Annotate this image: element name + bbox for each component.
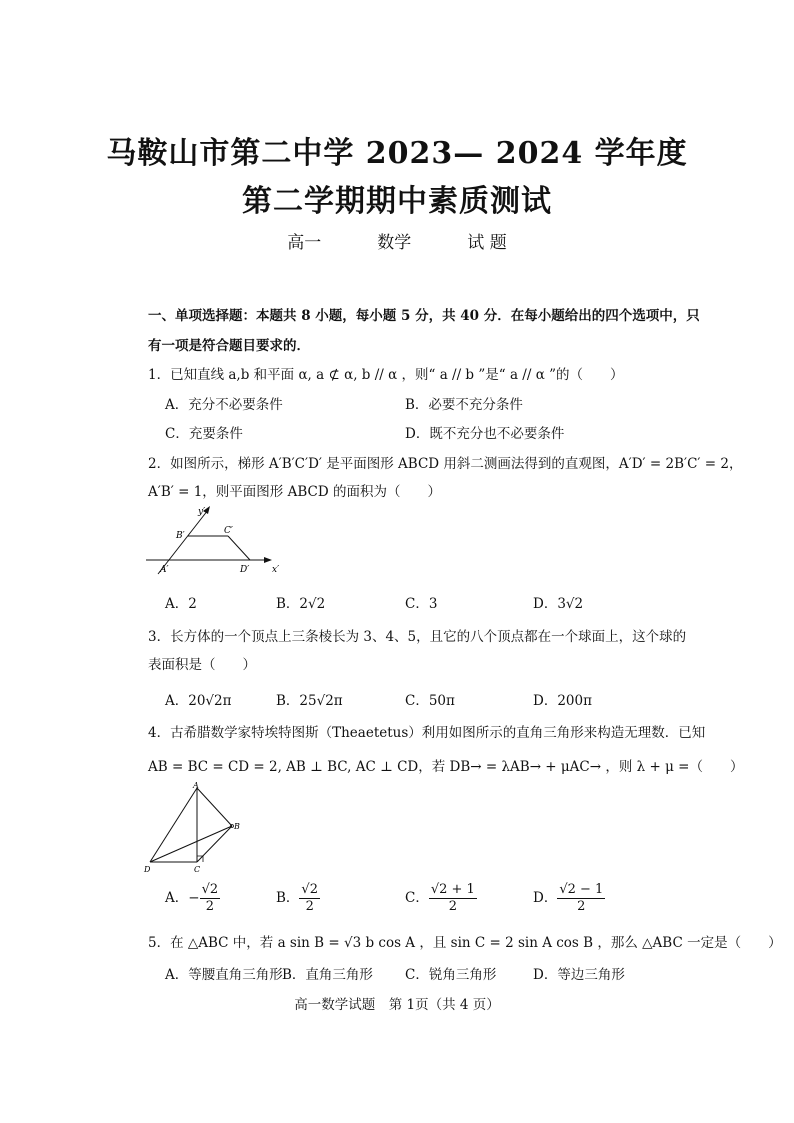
q4-option-a-prefix: A．−: [165, 890, 200, 906]
q3-stem-line2: 表面积是（ ）: [148, 657, 256, 673]
q2-option-a: A．2: [165, 596, 197, 612]
q5-option-c: C．锐角三角形: [405, 967, 497, 983]
q2-option-d: D．3√2: [533, 596, 584, 612]
q5-option-d: D．等边三角形: [533, 967, 625, 983]
q4-option-d-prefix: D．: [533, 890, 558, 906]
q4-stem-line2: AB = BC = CD = 2, AB ⊥ BC, AC ⊥ CD，若 DB→ = λAB→ + μAC→ ，则 λ + μ =（ ）: [148, 759, 744, 775]
q4-option-a-denominator: 2: [205, 899, 214, 914]
q2-trapezoid-figure: [140, 500, 280, 580]
q5-stem: 5．在 △ABC 中，若 a sin B = √3 b cos A ，且 sin C = 2 sin A cos B ，那么 △ABC 一定是（ ）: [148, 935, 782, 951]
q4-stem-line1: 4．古希腊数学家特埃特图斯（Theaetetus）利用如图所示的直角三角形来构造无理数．已知: [148, 725, 706, 741]
q1-option-c: C．充要条件: [165, 426, 243, 442]
segment-bc: [197, 826, 232, 862]
label-x: x′: [272, 565, 280, 575]
page-footer: 高一数学试题 第 1页（共 4 页）: [294, 997, 500, 1013]
label-d: D: [144, 865, 151, 874]
q1-option-b: B．必要不充分条件: [405, 397, 523, 413]
q2-option-b: B．2√2: [276, 596, 326, 612]
edge-cd: [228, 536, 250, 560]
q4-option-b-fraction: [299, 882, 320, 915]
q3-option-b: B．25√2π: [276, 693, 343, 709]
q4-option-b-numerator: √2: [301, 882, 318, 897]
q4-option-a: [165, 882, 220, 915]
q4-option-a-numerator: √2: [201, 882, 219, 897]
q4-option-c-prefix: C．: [405, 890, 429, 906]
segment-da: [150, 788, 197, 862]
q4-option-c: [405, 882, 477, 915]
q2-option-c: C．3: [405, 596, 438, 612]
q3-option-c: C．50π: [405, 693, 455, 709]
segment-ab: [197, 788, 232, 826]
label-c: C′: [224, 526, 233, 536]
q4-option-b-denominator: 2: [305, 899, 314, 914]
q1-stem: 1．已知直线 a,b 和平面 α, a ⊄ α, b // α ，则“ a // b ”是“ a // α ”的（ ）: [148, 367, 624, 383]
label-d: D′: [240, 565, 250, 575]
x-axis-arrow: [264, 557, 272, 563]
label-b: B′: [176, 531, 185, 541]
q5-option-a: A．等腰直角三角形: [165, 967, 283, 983]
label-a: A: [193, 782, 199, 790]
q4-option-d-numerator: √2 − 1: [559, 882, 604, 897]
q4-option-d: [533, 882, 605, 915]
q3-option-a: A．20√2π: [165, 693, 232, 709]
q4-option-a-fraction: [200, 882, 221, 915]
q3-option-d: D．200π: [533, 693, 592, 709]
paper-label: 试 题: [467, 233, 507, 253]
q4-triangle-figure: [142, 782, 242, 874]
subject-label: 数学: [377, 233, 412, 253]
q1-option-d: D．既不充分也不必要条件: [405, 426, 565, 442]
q4-option-b-prefix: B．: [276, 890, 300, 906]
section1-heading-line2: 有一项是符合题目要求的．: [148, 338, 310, 354]
q5-option-b: B．直角三角形: [282, 967, 373, 983]
q4-option-c-fraction: [429, 882, 477, 915]
q3-stem-line1: 3．长方体的一个顶点上三条棱长为 3、4、5，且它的八个顶点都在一个球面上，这个球的: [148, 629, 687, 645]
q4-option-d-denominator: 2: [577, 899, 586, 914]
q4-option-d-fraction: [557, 882, 605, 915]
q4-option-c-numerator: √2 + 1: [430, 882, 475, 897]
exam-title-line2: 第二学期期中素质测试: [242, 184, 552, 219]
exam-subtitle: [0, 228, 794, 253]
grade-label: 高一: [287, 233, 322, 253]
q4-option-c-denominator: 2: [448, 899, 457, 914]
segment-db: [150, 826, 232, 862]
label-a: A′: [160, 565, 169, 575]
q1-option-a: A．充分不必要条件: [165, 397, 283, 413]
section1-heading-line1: 一、单项选择题：本题共 8 小题，每小题 5 分，共 40 分．在每小题给出的四个选项中，只: [148, 308, 700, 324]
q2-stem-line1: 2．如图所示，梯形 A′B′C′D′ 是平面图形 ABCD 用斜二测画法得到的直观图，A′D′ = 2B′C′ = 2，: [148, 456, 743, 472]
label-y: y′: [198, 507, 206, 517]
label-c: C: [194, 865, 201, 874]
label-b: B: [234, 822, 240, 831]
exam-title-line1: 马鞍山市第二中学 2023— 2024 学年度: [106, 136, 688, 171]
q4-option-b: [276, 882, 320, 915]
q2-stem-line2: A′B′ = 1，则平面图形 ABCD 的面积为（ ）: [148, 484, 441, 500]
